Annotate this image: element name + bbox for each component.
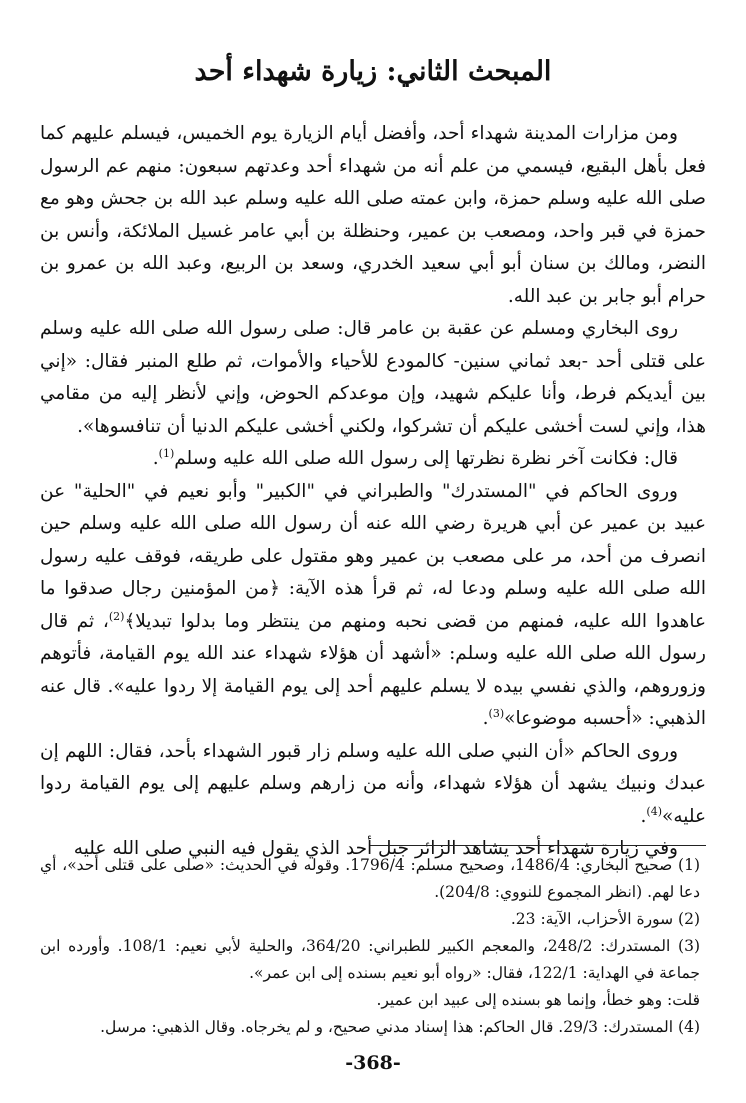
footnote-ref-3: (3): [488, 706, 505, 720]
footnote-ref-2: (2): [108, 609, 125, 623]
paragraph-2: روى البخاري ومسلم عن عقبة بن عامر قال: صلى رسول الله صلى الله عليه وسلم على قتلى أحد -بعد ثماني سنين- كالمودع للأحياء والأموات، ثم طلع المنبر فقال: «إني بين أيديكم فرط، وأنا عليكم شهيد، وإن موعدكم الحوض، وإني لأنظر إليه من مقامي هذا، وإني لست أخشى عليكم أن تشركوا، ولكني أخشى عليكم الدنيا أن تنافسوها».: [40, 318, 706, 437]
paragraph-4-text: وروى الحاكم في "المستدرك" والطبراني في "الكبير" وأبو نعيم في "الحلية" عن عبيد بن عمير عن أبي هريرة رضي الله عنه أن رسول الله صلى الله عليه وسلم حين انصرف من أحد، مر على مصعب بن عمير وهو مقتول على طريقه، فوقف عليه رسول الله صلى الله عليه وسلم ودعا له، ثم قرأ هذه الآية: ﴿من المؤمنين رجال صدقوا ما عاهدوا الله عليه، فمنهم من قضى نحبه ومنهم من ينتظر وما بدلوا تبديلا﴾: [40, 480, 706, 632]
paragraph-5: [40, 736, 706, 834]
footnote-ref-1: (1): [158, 446, 175, 460]
sentence-dot: .: [640, 805, 647, 827]
paragraph-4-text-cont: ، ثم قال رسول الله صلى الله عليه وسلم: «أشهد أن هؤلاء شهداء عند الله يوم القيامة، فأتوهم وزوروهم، والذي نفسي بيده لا يسلم عليهم أحد إلى يوم القيامة إلا ردوا عليه». قال عنه الذهبي: «أحسبه موضوعا»: [40, 610, 706, 729]
footnote-2: (2) سورة الأحزاب، الآية: 23.: [510, 910, 700, 928]
footnote-4: (4) المستدرك: 29/3. قال الحاكم: هذا إسناد مدني صحيح، و لم يخرجاه. وقال الذهبي: مرسل.: [100, 1018, 700, 1036]
sentence-dot: .: [482, 708, 489, 729]
page-number: -368-: [345, 1052, 401, 1074]
footnote-ref-4: (4): [646, 804, 663, 818]
footnote-3-remark: قلت: وهو خطأ، وإنما هو بسنده إلى عبيد ابن عمير.: [376, 991, 700, 1009]
paragraph-4: [40, 476, 706, 736]
footnotes: [40, 852, 706, 1041]
section-title: المبحث الثاني: زيارة شهداء أحد: [194, 56, 552, 87]
footnote-3: (3) المستدرك: 248/2، والمعجم الكبير للطبراني: 364/20، والحلية لأبي نعيم: 108/1. وأورده ابن جماعة في الهداية: 122/1، فقال: «رواه أبو نعيم بسنده إلى ابن عمر».: [40, 937, 701, 982]
paragraph-1: ومن مزارات المدينة شهداء أحد، وأفضل أيام الزيارة يوم الخميس، فيسلم عليهم كما فعل بأهل البقيع، فيسمي من علم أنه من شهداء أحد وعدتهم سبعون: منهم عم الرسول صلى الله عليه وسلم حمزة، وابن عمته صلى الله عليه وسلم عبد الله بن جحش وهو مع حمزة في قبر واحد، ومصعب بن عمير، وحنظلة بن أبي عامر غسيل الملائكة، وأنس بن النضر، ومالك بن سنان أبو أبي سعيد الخدري، وسعد بن الربيع، وعبد الله بن عمرو بن حرام أبو جابر بن عبد الله.: [40, 123, 706, 307]
main-text: [40, 118, 706, 866]
sentence-dot: .: [152, 448, 159, 469]
paragraph-3-text: قال: فكانت آخر نظرة نظرتها إلى رسول الله صلى الله عليه وسلم: [174, 448, 678, 469]
footnote-1: (1) صحيح البخاري: 1486/4، وصحيح مسلم: 1796/4. وقوله في الحديث: «صلى على قتلى أحد»، أي دعا لهم. (انظر المجموع للنووي: 204/8).: [40, 856, 700, 901]
paragraph-6: وفي زيارة شهداء أحد يشاهد الزائر جبل أحد الذي يقول فيه النبي صلى الله عليه: [73, 838, 678, 859]
paragraph-3: [40, 443, 706, 476]
paragraph-5-text: وروى الحاكم «أن النبي صلى الله عليه وسلم زار قبور الشهداء بأحد، فقال: اللهم إن عبدك ونبيك يشهد أن هؤلاء شهداء، وأنه من زارهم وسلم عليهم إلى يوم القيامة ردوا عليه»: [40, 740, 706, 827]
footnote-divider: [370, 845, 706, 846]
